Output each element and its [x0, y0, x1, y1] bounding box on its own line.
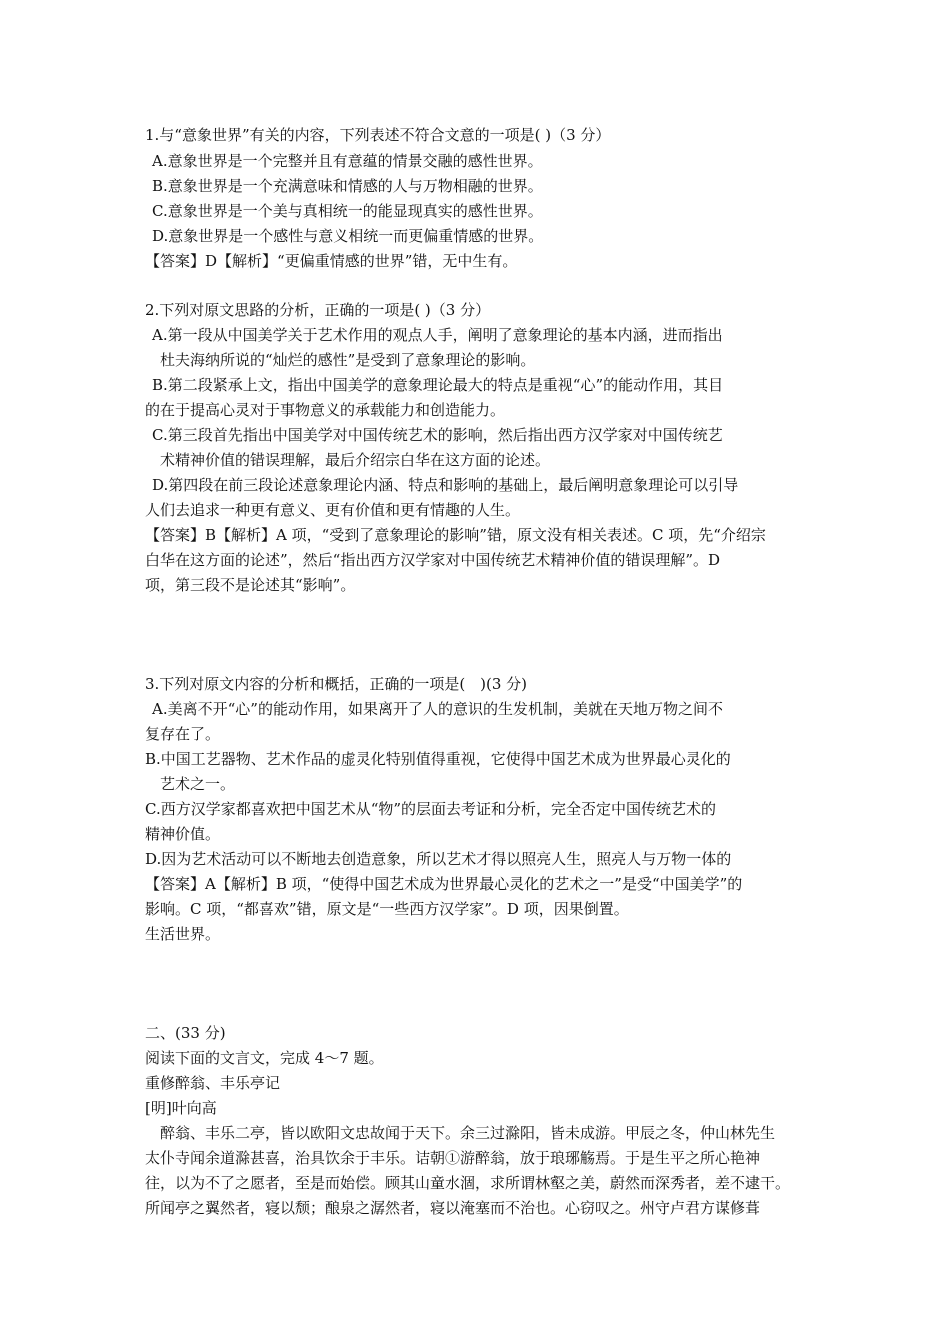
q3-option-b: B.中国工艺器物、艺术作品的虚灵化特别值得重视，它使得中国艺术成为世界最心灵化的: [145, 750, 731, 768]
q1-answer: 【答案】D【解析】“更偏重情感的世界”错，无中生有。: [145, 252, 518, 270]
q1-option-b: B.意象世界是一个充满意味和情感的人与万物相融的世界。: [152, 177, 543, 195]
q2-option-a-cont: 杜夫海纳所说的“灿烂的感性”是受到了意象理论的影响。: [160, 351, 536, 369]
q2-option-a: A.第一段从中国美学关于艺术作用的观点人手，阐明了意象理论的基本内涵，进而指出: [152, 326, 723, 344]
q2-stem: 2.下列对原文思路的分析，正确的一项是( )（3 分）: [145, 301, 491, 319]
q2-option-d: D.第四段在前三段论述意象理论内涵、特点和影响的基础上，最后阐明意象理论可以引导: [152, 476, 739, 494]
q2-answer-cont-2: 项，第三段不是论述其“影响”。: [145, 576, 356, 594]
q1-option-c: C.意象世界是一个美与真相统一的能显现真实的感性世界。: [152, 202, 543, 220]
passage-line-1: 醉翁、丰乐二亭，皆以欧阳文忠故闻于天下。余三过滁阳，皆未成游。甲辰之冬，仲山林先生: [160, 1124, 776, 1142]
q2-option-c-cont: 术精神价值的错误理解，最后介绍宗白华在这方面的论述。: [160, 451, 551, 469]
q3-option-c-cont: 精神价值。: [145, 825, 221, 843]
q1-stem: 1.与“意象世界”有关的内容，下列表述不符合文意的一项是( )（3 分）: [145, 126, 611, 144]
q3-option-d-cont: 生活世界。: [145, 925, 221, 943]
q2-answer-cont-1: 白华在这方面的论述”，然后“指出西方汉学家对中国传统艺术精神价值的错误理解”。D: [145, 551, 721, 569]
passage-line-2: 太仆寺闻余道滁甚喜，治具饮余于丰乐。诘朝①游醉翁，放于琅琊觞焉。于是生平之所心艳神: [145, 1149, 761, 1167]
q2-option-c: C.第三段首先指出中国美学对中国传统艺术的影响，然后指出西方汉学家对中国传统艺: [152, 426, 723, 444]
passage-author: [明]叶向高: [145, 1099, 217, 1117]
q1-option-d: D.意象世界是一个感性与意义相统一而更偏重情感的世界。: [152, 227, 544, 245]
section2-instruction: 阅读下面的文言文，完成 4～7 题。: [145, 1049, 384, 1067]
q3-option-a-cont: 复存在了。: [145, 725, 221, 743]
q3-answer: 【答案】A【解析】B 项，“使得中国艺术成为世界最心灵化的艺术之一”是受“中国美学”的: [145, 875, 743, 893]
q3-option-b-cont: 艺术之一。: [160, 775, 236, 793]
q2-option-d-cont: 人们去追求一种更有意义、更有价值和更有情趣的人生。: [145, 501, 521, 519]
q3-answer-cont: 影响。C 项，“都喜欢”错，原文是“一些西方汉学家”。D 项，因果倒置。: [145, 900, 629, 918]
q1-option-a: A.意象世界是一个完整并且有意蕴的情景交融的感性世界。: [152, 152, 543, 170]
q2-answer: 【答案】B【解析】A 项，“受到了意象理论的影响”错，原文没有相关表述。C 项，先“介绍宗: [145, 526, 766, 544]
passage-line-4: 所闻亭之翼然者，寝以颓；酿泉之潺然者，寝以淹塞而不治也。心窃叹之。州守卢君方谋修葺: [145, 1199, 761, 1217]
q3-option-c: C.西方汉学家都喜欢把中国艺术从“物”的层面去考证和分析，完全否定中国传统艺术的: [145, 800, 717, 818]
passage-line-3: 往，以为不了之愿者，至是而始偿。顾其山童水涸，求所谓林壑之美，蔚然而深秀者，差不逮干。: [145, 1174, 791, 1192]
q3-option-d: D.因为艺术活动可以不断地去创造意象，所以艺术才得以照亮人生，照亮人与万物一体的: [145, 850, 732, 868]
q2-option-b-cont: 的在于提高心灵对于事物意义的承载能力和创造能力。: [145, 401, 506, 419]
q2-option-b: B.第二段紧承上文，指出中国美学的意象理论最大的特点是重视“心”的能动作用，其目: [152, 376, 724, 394]
passage-title: 重修醉翁、丰乐亭记: [145, 1074, 281, 1092]
section2-heading: 二、(33 分): [145, 1024, 226, 1042]
q3-stem: 3.下列对原文内容的分析和概括，正确的一项是( )(3 分): [145, 675, 528, 693]
q3-option-a: A.美离不开“心”的能动作用，如果离开了人的意识的生发机制，美就在天地万物之间不: [152, 700, 723, 718]
